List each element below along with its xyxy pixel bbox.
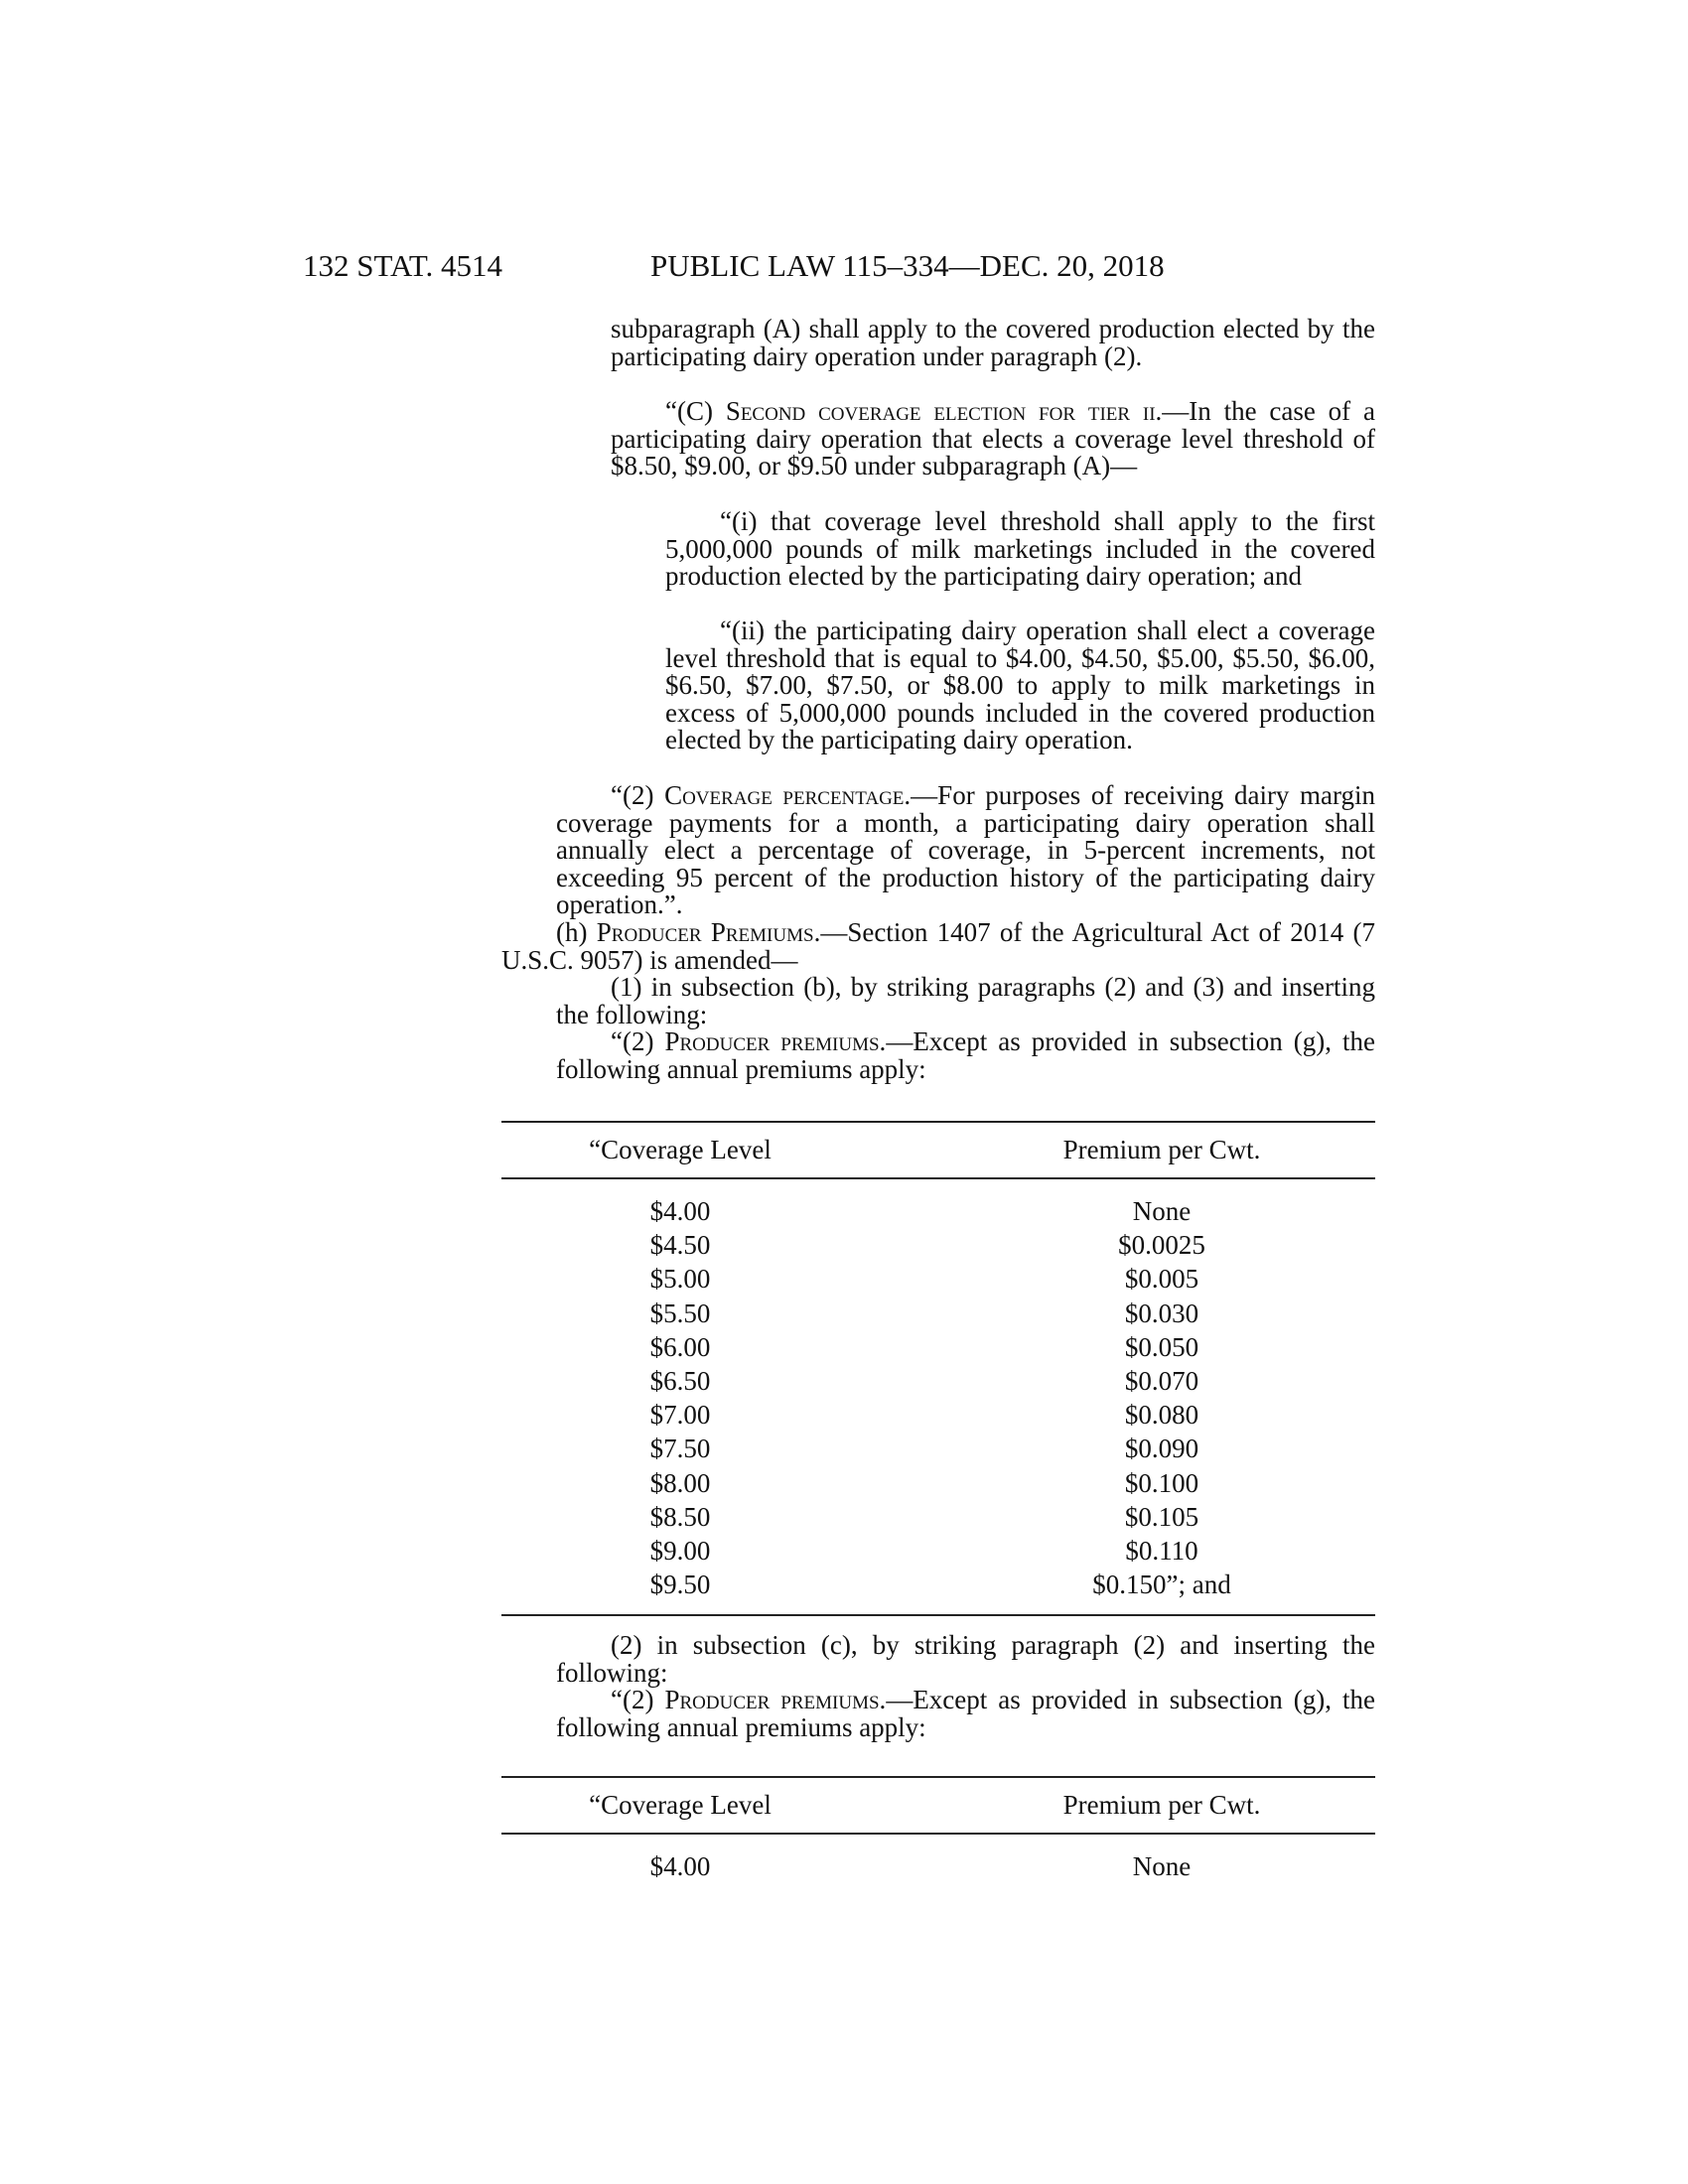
column-header-coverage-level: “Coverage Level bbox=[589, 1790, 772, 1820]
subsection-h-heading: Producer Premiums. bbox=[596, 917, 821, 947]
producer-premiums-c bbox=[556, 1687, 1375, 1741]
table-cell-coverage-level: $7.00 bbox=[649, 1400, 711, 1431]
column-header-premium: Premium per Cwt. bbox=[1062, 1790, 1261, 1820]
table-cell-premium: $0.0025 bbox=[1118, 1230, 1205, 1261]
paragraph-c-heading: Second coverage election for tier ii. bbox=[725, 396, 1163, 426]
column-header-coverage-level: “Coverage Level bbox=[589, 1135, 772, 1164]
clause-i: “(i) that coverage level threshold shall apply to the first 5,000,000 pounds of milk marketings included in the covered production elected by the participating dairy operation; and bbox=[665, 506, 1375, 592]
table-cell-premium: None bbox=[1132, 1851, 1192, 1881]
column-header-premium: Premium per Cwt. bbox=[1062, 1135, 1261, 1164]
premium-table-2 bbox=[501, 1776, 1375, 1895]
paragraph-2-heading: Coverage percentage. bbox=[664, 780, 912, 810]
table-cell-premium: $0.050 bbox=[1124, 1331, 1199, 1362]
paragraph-1: (1) in subsection (b), by striking paragraphs (2) and (3) and inserting the following: bbox=[556, 972, 1375, 1029]
table-cell-premium: $0.105 bbox=[1124, 1501, 1199, 1532]
table-cell-premium: $0.070 bbox=[1124, 1366, 1199, 1396]
producer-premiums-b-heading: Producer premiums. bbox=[664, 1026, 887, 1056]
table-cell-premium: $0.110 bbox=[1125, 1536, 1198, 1566]
table-bottom-rule bbox=[501, 1614, 1375, 1616]
table-cell-coverage-level: $5.00 bbox=[649, 1264, 711, 1295]
producer-premiums-c-lead: “(2) bbox=[611, 1685, 665, 1714]
table-cell-coverage-level: $6.00 bbox=[649, 1331, 711, 1362]
statute-page-number: 132 STAT. 4514 bbox=[303, 248, 503, 283]
table-cell-premium: $0.030 bbox=[1124, 1297, 1199, 1328]
table-cell-premium: $0.150”; and bbox=[1092, 1570, 1231, 1600]
table-header-rule bbox=[501, 1177, 1375, 1179]
table-cell-coverage-level: $9.50 bbox=[649, 1570, 711, 1600]
running-title: PUBLIC LAW 115–334—DEC. 20, 2018 bbox=[650, 248, 1165, 283]
producer-premiums-b-lead: “(2) bbox=[611, 1026, 665, 1056]
page-header bbox=[0, 248, 1688, 288]
paragraph-2-text: —For purposes of receiving dairy margin coverage payments for a month, a participating dairy operation shall annually elect a percentage of coverage, in 5-percent increments, not exceeding 95 percent of the production history of the participating dairy operation.”. bbox=[556, 780, 1376, 920]
subsection-h-lead: (h) bbox=[556, 917, 597, 947]
table-cell-coverage-level: $9.00 bbox=[649, 1536, 711, 1566]
table-cell-premium: $0.090 bbox=[1124, 1433, 1199, 1464]
table-cell-coverage-level: $7.50 bbox=[649, 1433, 711, 1464]
paragraph-c-text: —In the case of a participating dairy operation that elects a coverage level threshold of $8.50, $9.00, or $9.50 under subparagraph (A)— bbox=[611, 396, 1375, 481]
producer-premiums-b-text: —Except as provided in subsection (g), the following annual premiums apply: bbox=[556, 1026, 1376, 1084]
paragraph-c bbox=[611, 398, 1375, 480]
producer-premiums-c-heading: Producer premiums. bbox=[664, 1685, 887, 1714]
premium-table-1 bbox=[501, 1121, 1375, 1617]
paragraph-c-lead: “(C) bbox=[665, 396, 726, 426]
table-cell-coverage-level: $4.50 bbox=[649, 1230, 711, 1261]
paragraph-2-subsection-c: (2) in subsection (c), by striking paragraph (2) and inserting the following: bbox=[556, 1630, 1375, 1688]
subsection-h-text: —Section 1407 of the Agricultural Act of 2014 (7 U.S.C. 9057) is amended— bbox=[501, 917, 1376, 975]
subsection-h bbox=[501, 919, 1375, 974]
table-top-rule bbox=[501, 1121, 1375, 1123]
table-top-rule bbox=[501, 1776, 1375, 1778]
table-cell-premium: $0.080 bbox=[1124, 1400, 1199, 1431]
clause-ii: “(ii) the participating dairy operation shall elect a coverage level threshold that is equal to $4.00, $4.50, $5.00, $5.50, $6.00, $6.50, $7.00, $7.50, or $8.00 to apply to milk marketings in excess of 5,000,000 pounds included in the covered production elected by the participating dairy operation. bbox=[665, 615, 1375, 755]
producer-premiums-c-text: —Except as provided in subsection (g), the following annual premiums apply: bbox=[556, 1685, 1376, 1742]
paragraph-continuation: subparagraph (A) shall apply to the covered production elected by the participating dairy operation under paragraph (2). bbox=[611, 314, 1375, 371]
table-cell-coverage-level: $4.00 bbox=[649, 1196, 711, 1226]
table-header-rule bbox=[501, 1833, 1375, 1835]
table-cell-coverage-level: $6.50 bbox=[649, 1366, 711, 1396]
table-cell-premium: None bbox=[1132, 1196, 1192, 1226]
table-cell-coverage-level: $8.50 bbox=[649, 1501, 711, 1532]
table-cell-coverage-level: $4.00 bbox=[649, 1851, 711, 1881]
paragraph-2-lead: “(2) bbox=[611, 780, 665, 810]
table-cell-coverage-level: $8.00 bbox=[649, 1467, 711, 1498]
table-cell-premium: $0.100 bbox=[1124, 1467, 1199, 1498]
table-cell-coverage-level: $5.50 bbox=[649, 1297, 711, 1328]
paragraph-2-coverage-percentage bbox=[556, 782, 1375, 919]
table-cell-premium: $0.005 bbox=[1124, 1264, 1199, 1295]
producer-premiums-b bbox=[556, 1028, 1375, 1083]
